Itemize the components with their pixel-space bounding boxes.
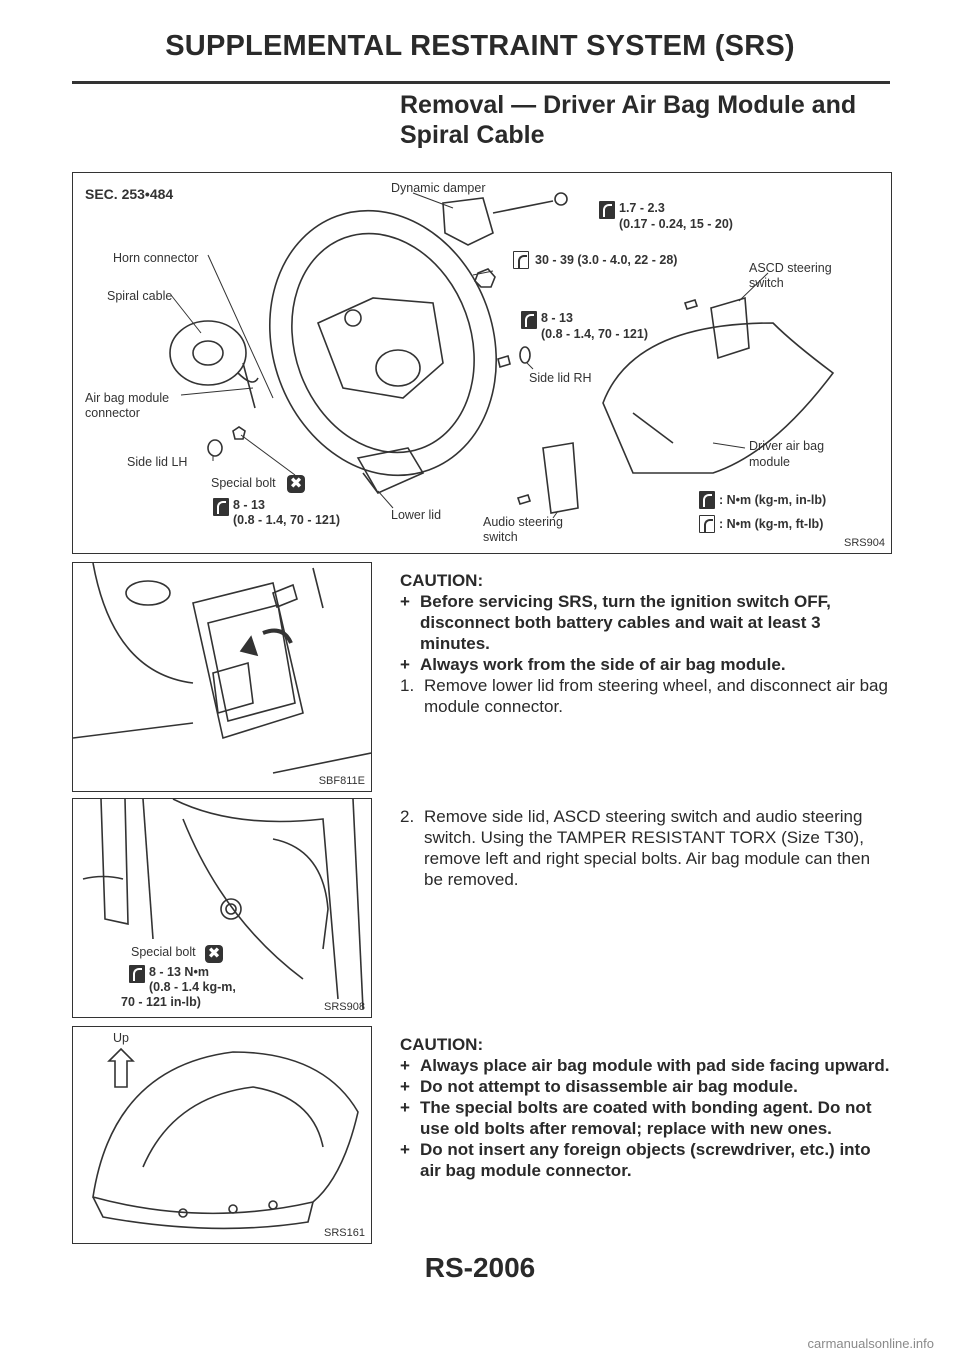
torque-4b: (0.8 - 1.4, 70 - 121) <box>233 513 341 527</box>
caution-item <box>400 1076 892 1097</box>
airbag-module-drawing <box>73 1027 371 1243</box>
figure-code: SRS904 <box>844 537 885 549</box>
caution-text: Always work from the side of air bag module. <box>420 655 786 674</box>
torque-3a: 8 - 13 <box>541 311 573 325</box>
legend-ftlb-icon <box>699 515 715 533</box>
bullet-mark: + <box>400 1098 410 1117</box>
caution-text: Always place air bag module with pad side facing upward. <box>420 1056 890 1075</box>
label-audio-1: Audio steering <box>483 515 563 529</box>
caution-item <box>400 654 892 675</box>
label-horn-connector: Horn connector <box>113 251 199 265</box>
step-text: Remove lower lid from steering wheel, and disconnect air bag module connector. <box>424 676 888 716</box>
special-bolt-icon: ✖ <box>205 945 223 963</box>
caution-text: Before servicing SRS, turn the ignition switch OFF, disconnect both battery cables and wait at least 3 minutes. <box>420 592 831 653</box>
label-airbag-connector-1: Air bag module <box>85 391 170 405</box>
label-up: Up <box>113 1031 129 1045</box>
fig3-torque-a: 8 - 13 N•m <box>149 965 209 979</box>
procedure-step <box>400 806 892 890</box>
fig3-torque-b: (0.8 - 1.4 kg-m, <box>149 980 236 994</box>
caution-text: Do not insert any foreign objects (screwdriver, etc.) into air bag module connector. <box>420 1140 871 1180</box>
bullet-mark: + <box>400 1140 410 1159</box>
special-bolt-icon: ✖ <box>287 475 305 493</box>
page-header-title: SUPPLEMENTAL RESTRAINT SYSTEM (SRS) <box>165 30 795 62</box>
bullet-mark: + <box>400 655 410 674</box>
procedure-step <box>400 675 892 717</box>
torque-3b: (0.8 - 1.4, 70 - 121) <box>541 327 649 341</box>
label-audio-2: switch <box>483 530 518 544</box>
legend-ftlb: : N•m (kg-m, ft-lb) <box>719 517 824 531</box>
caution-text: The special bolts are coated with bonding agent. Do not use old bolts after removal; replace with new ones. <box>420 1098 872 1138</box>
torque-ftlb-icon <box>513 251 529 269</box>
procedure-block-3 <box>400 1034 892 1181</box>
label-special-bolt: Special bolt <box>211 476 276 490</box>
figure-airbag-module <box>72 1026 372 1244</box>
fig3-torque-c: 70 - 121 in-lb) <box>121 995 201 1009</box>
label-side-lid-rh: Side lid RH <box>529 371 592 385</box>
section-title: Removal — Driver Air Bag Module and Spiral Cable <box>400 91 857 149</box>
torque-inlb-icon <box>129 965 145 983</box>
header-rule <box>72 81 890 84</box>
torque-inlb-icon <box>213 498 229 516</box>
label-dynamic-damper: Dynamic damper <box>391 181 486 195</box>
label-driver-airbag-2: module <box>749 455 790 469</box>
bullet-mark: + <box>400 1077 410 1096</box>
watermark: carmanualsonline.info <box>807 1336 934 1351</box>
torque-4a: 8 - 13 <box>233 498 265 512</box>
label-driver-airbag-1: Driver air bag <box>749 439 825 453</box>
figure-special-bolts <box>72 798 372 1018</box>
caution-heading: CAUTION: <box>400 1035 484 1054</box>
torque-1b: (0.17 - 0.24, 15 - 20) <box>619 217 733 231</box>
figure-code: SBF811E <box>318 775 365 787</box>
label-side-lid-lh: Side lid LH <box>127 455 188 469</box>
bullet-mark: + <box>400 1056 410 1075</box>
caution-item <box>400 1055 892 1076</box>
procedure-block-1 <box>400 570 892 717</box>
figure-lower-lid <box>72 562 372 792</box>
step-number: 1. <box>400 676 415 695</box>
caution-text: Do not attempt to disassemble air bag module. <box>420 1077 798 1096</box>
legend-inlb: : N•m (kg-m, in-lb) <box>719 493 827 507</box>
label-special-bolt: Special bolt <box>131 945 196 959</box>
sec-number: SEC. 253•484 <box>85 186 174 202</box>
label-spiral-cable: Spiral cable <box>107 289 173 303</box>
label-ascd-1: ASCD steering <box>749 261 832 275</box>
label-ascd-2: switch <box>749 276 784 290</box>
page-number: RS-2006 <box>424 1252 536 1283</box>
caution-item <box>400 591 892 654</box>
lower-lid-drawing <box>73 563 371 791</box>
figure-code: SRS161 <box>324 1227 365 1239</box>
torque-2: 30 - 39 (3.0 - 4.0, 22 - 28) <box>535 253 678 267</box>
bullet-mark: + <box>400 592 410 611</box>
caution-heading: CAUTION: <box>400 571 484 590</box>
legend-inlb-icon <box>699 491 715 509</box>
label-lower-lid: Lower lid <box>391 508 442 522</box>
figure-exploded-view <box>72 172 892 554</box>
torque-inlb-icon <box>599 201 615 219</box>
caution-item <box>400 1139 892 1181</box>
step-number: 2. <box>400 807 415 826</box>
caution-item <box>400 1097 892 1139</box>
figure-code: SRS908 <box>324 1001 365 1013</box>
procedure-block-2 <box>400 806 892 890</box>
label-airbag-connector-2: connector <box>85 406 140 420</box>
step-text: Remove side lid, ASCD steering switch and audio steering switch. Using the TAMPER RESISTANT TORX (Size T30), remove left and right special bolts. Air bag module can then be removed. <box>424 807 871 889</box>
torque-inlb-icon <box>521 311 537 329</box>
torque-1a: 1.7 - 2.3 <box>619 201 665 215</box>
